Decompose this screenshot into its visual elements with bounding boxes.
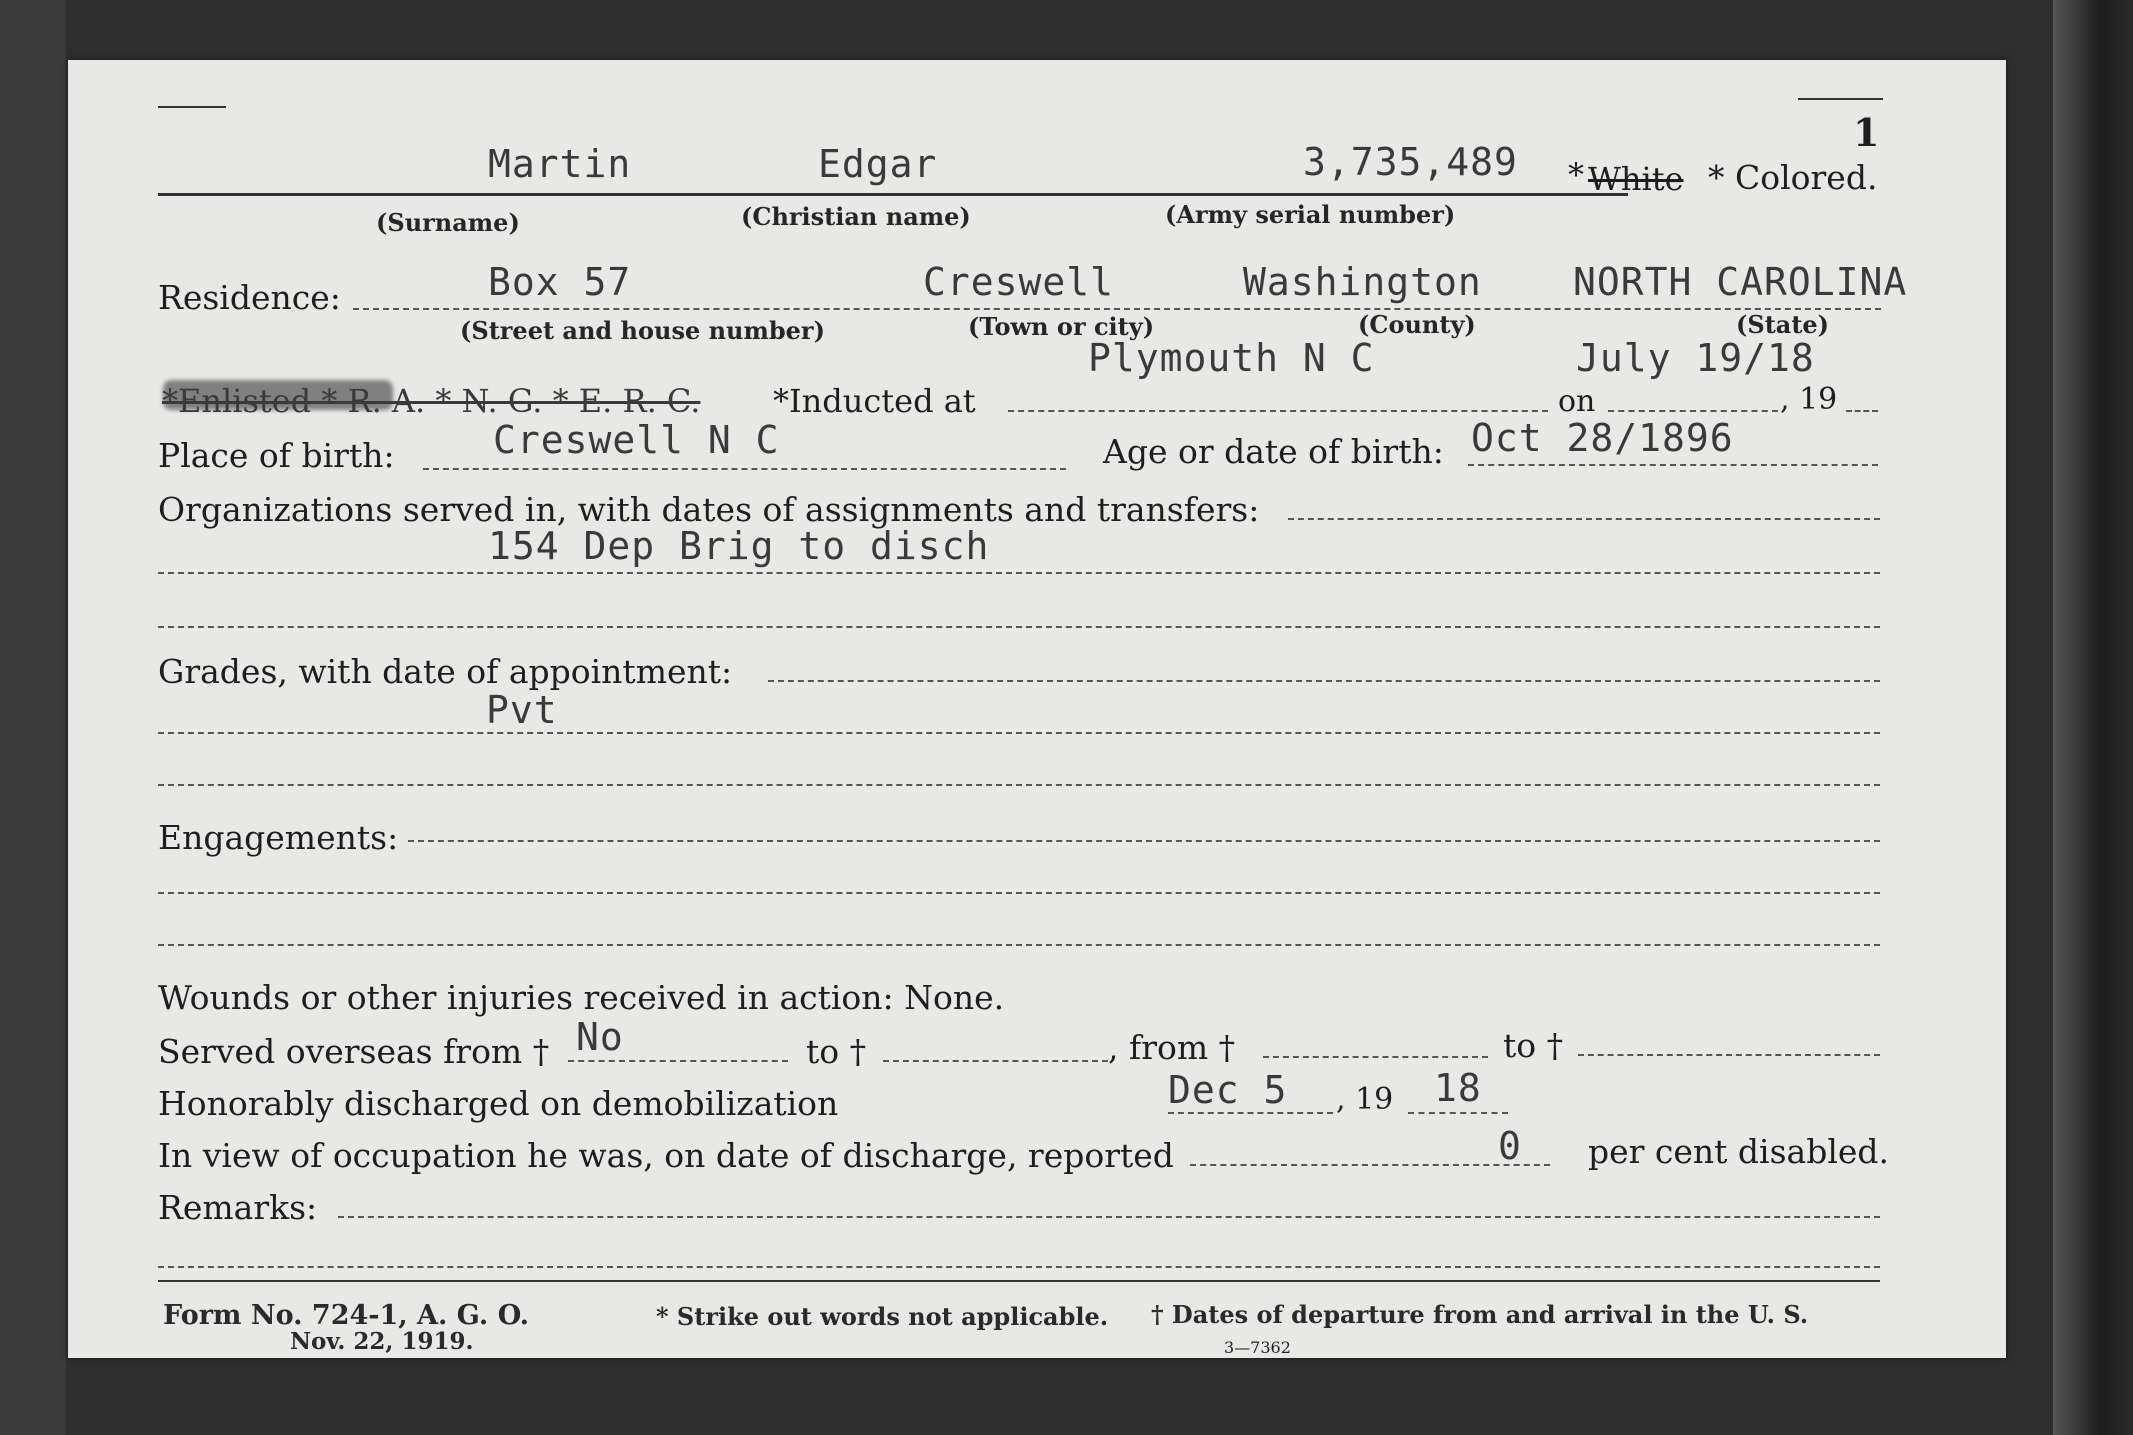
grades-line-1 <box>768 680 1880 682</box>
overseas-from2-line <box>1263 1056 1488 1058</box>
organizations-line-3 <box>158 626 1880 628</box>
overseas-from-value: No <box>576 1015 624 1059</box>
disability-suffix: per cent disabled. <box>1588 1132 1890 1171</box>
disability-value: 0 <box>1498 1124 1522 1168</box>
engagements-line-3 <box>158 944 1880 946</box>
discharge-year-line <box>1408 1112 1508 1114</box>
overseas-label: Served overseas from † <box>158 1032 550 1071</box>
form-date: Nov. 22, 1919. <box>290 1328 474 1355</box>
overseas-from-line <box>568 1060 788 1062</box>
corner-mark-left <box>158 106 226 108</box>
discharge-year-value: 18 <box>1434 1066 1482 1110</box>
enlisted-struck-text: *Enlisted * R. A. * N. G. * E. R. C. <box>162 382 701 420</box>
residence-street-value: Box 57 <box>488 260 632 304</box>
inducted-year-label: , 19 <box>1780 382 1838 417</box>
date-of-birth-line <box>1468 464 1878 466</box>
overseas-to2-label: to † <box>1503 1026 1564 1065</box>
grades-line-2 <box>158 732 1880 734</box>
date-of-birth-label: Age or date of birth: <box>1103 432 1444 471</box>
residence-town-value: Creswell <box>923 260 1115 304</box>
disability-label: In view of occupation he was, on date of discharge, reported <box>158 1136 1174 1175</box>
overseas-to-label: to † <box>806 1032 867 1071</box>
organizations-line-2 <box>158 572 1880 574</box>
residence-state-value: NORTH CAROLINA <box>1573 260 1908 304</box>
county-label: (County) <box>1358 310 1476 339</box>
print-code: 3—7362 <box>1224 1338 1291 1357</box>
card-number: 1 <box>1853 110 1880 155</box>
wounds-text: Wounds or other injuries received in action: None. <box>158 978 1005 1017</box>
discharge-date-value: Dec 5 <box>1168 1068 1288 1112</box>
serial-value: 3,735,489 <box>1303 140 1518 184</box>
corner-mark-right <box>1798 98 1883 100</box>
date-of-birth-value: Oct 28/1896 <box>1471 416 1734 460</box>
disability-line <box>1190 1164 1550 1166</box>
inducted-on-label: on <box>1558 384 1596 419</box>
grades-line-3 <box>158 784 1880 786</box>
discharge-label: Honorably discharged on demobilization <box>158 1084 839 1123</box>
inducted-place-value: Plymouth N C <box>1088 336 1375 380</box>
grades-label: Grades, with date of appointment: <box>158 652 733 691</box>
organizations-value: 154 Dep Brig to disch <box>488 524 990 568</box>
residence-county-value: Washington <box>1243 260 1482 304</box>
grades-value: Pvt <box>486 688 558 732</box>
place-of-birth-label: Place of birth: <box>158 436 395 475</box>
footer-rule <box>158 1280 1880 1282</box>
engagements-line-2 <box>158 892 1880 894</box>
engagements-label: Engagements: <box>158 818 399 857</box>
serial-label: (Army serial number) <box>1165 200 1456 229</box>
scan-edge-right <box>2053 0 2133 1435</box>
name-row-line <box>158 193 1628 196</box>
inducted-label: *Inducted at <box>773 382 976 420</box>
race-white-struck: White <box>1588 160 1684 198</box>
strike-note: * Strike out words not applicable. <box>656 1302 1109 1331</box>
overseas-from2-label: , from † <box>1108 1028 1236 1067</box>
residence-label: Residence: <box>158 278 341 317</box>
overseas-to-line <box>883 1060 1108 1062</box>
remarks-label: Remarks: <box>158 1188 318 1227</box>
inducted-date-value: July 19/18 <box>1576 336 1815 380</box>
overseas-to2-line <box>1578 1054 1880 1056</box>
engagements-line-1 <box>408 840 1880 842</box>
discharge-date-line <box>1168 1112 1333 1114</box>
inducted-line <box>1008 410 1548 412</box>
service-record-card <box>68 60 2006 1358</box>
inducted-year-line <box>1846 410 1878 412</box>
race-colored: * Colored. <box>1708 158 1878 197</box>
form-number: Form No. 724-1, A. G. O. <box>163 1300 530 1331</box>
christian-name-label: (Christian name) <box>741 202 971 231</box>
remarks-line-1 <box>338 1216 1880 1218</box>
surname-value: Martin <box>488 142 632 186</box>
remarks-line-2 <box>158 1266 1880 1268</box>
place-of-birth-line <box>423 468 1066 470</box>
christian-name-value: Edgar <box>818 142 938 186</box>
organizations-line-1 <box>1288 518 1880 520</box>
organizations-label: Organizations served in, with dates of assignments and transfers: <box>158 490 1260 529</box>
discharge-year-label: , 19 <box>1336 1082 1394 1117</box>
inducted-date-line <box>1608 410 1778 412</box>
dates-note: † Dates of departure from and arrival in the U. S. <box>1151 1300 1809 1329</box>
race-asterisk: * <box>1568 156 1584 194</box>
scan-edge-left <box>0 0 66 1435</box>
town-label: (Town or city) <box>968 312 1155 341</box>
street-label: (Street and house number) <box>460 316 825 345</box>
residence-line <box>353 308 1881 310</box>
place-of-birth-value: Creswell N C <box>493 418 780 462</box>
state-label: (State) <box>1736 310 1830 339</box>
surname-label: (Surname) <box>376 208 520 237</box>
